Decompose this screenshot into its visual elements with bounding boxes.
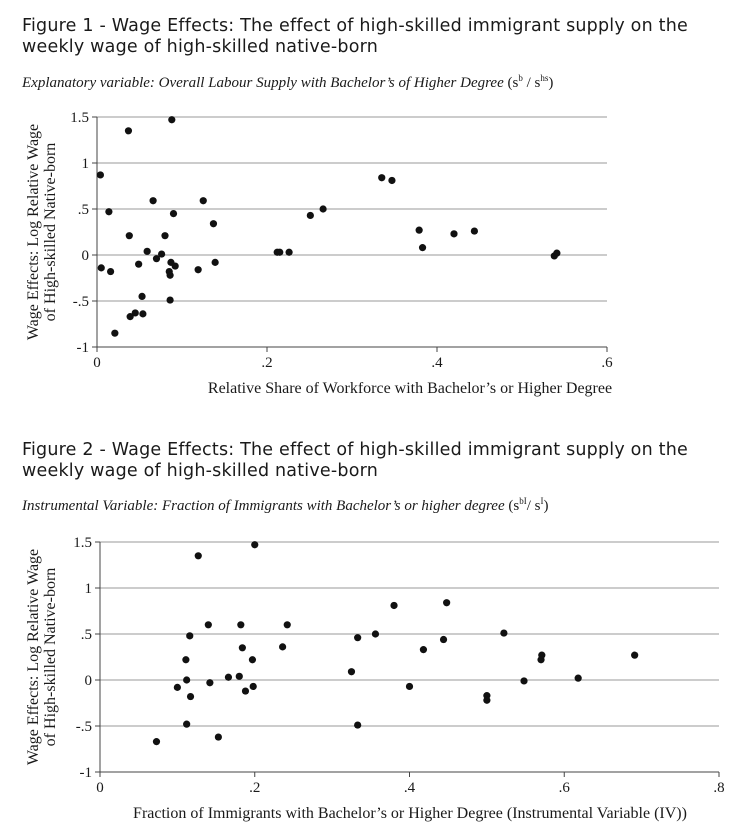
chart1-data-point [161, 232, 168, 239]
chart1-data-point [107, 268, 114, 275]
chart2-data-point [236, 673, 243, 680]
chart1-data-point [158, 250, 165, 257]
chart2-data-point [284, 621, 291, 628]
chart2-data-point [520, 677, 527, 684]
chart2-data-point [420, 646, 427, 653]
chart1-data-point [172, 262, 179, 269]
chart1-data-point [450, 230, 457, 237]
chart2-data-point [348, 668, 355, 675]
chart1-data-point [416, 227, 423, 234]
chart2-data-point [205, 621, 212, 628]
chart1-data-point [167, 272, 174, 279]
chart2-data-point [631, 652, 638, 659]
chart2-data-point [406, 683, 413, 690]
chart2-x-axis-label: Fraction of Immigrants with Bachelor’s or Higher Degree (Instrumental Variable (IV)) [133, 805, 687, 822]
chart2-data-point [174, 684, 181, 691]
chart2-data-point [183, 676, 190, 683]
chart1-y-axis-label-line1: Wage Effects: Log Relative Wage [25, 123, 42, 341]
chart1-data-point [135, 261, 142, 268]
chart1-x-tick-label: .2 [261, 355, 273, 371]
chart1-data-point [97, 171, 104, 178]
chart2-data-point [153, 738, 160, 745]
chart1-data-point [111, 330, 118, 337]
chart2-data-point [440, 636, 447, 643]
chart2-data-point [187, 693, 194, 700]
chart2-x-tick-label: .8 [713, 780, 725, 796]
chart1-data-point [98, 264, 105, 271]
chart1-y-tick-label: -1 [76, 340, 89, 356]
chart1-x-tick-label: 0 [93, 355, 101, 371]
chart2-data-point [249, 656, 256, 663]
chart2-data-point [251, 541, 258, 548]
chart1-data-point [320, 205, 327, 212]
chart2-data-point [242, 687, 249, 694]
chart1-data-point [167, 296, 174, 303]
chart2-data-point [239, 644, 246, 651]
chart1-data-point [144, 248, 151, 255]
chart1-data-point [307, 212, 314, 219]
chart1-data-point [378, 174, 385, 181]
figure2-scatter-chart [0, 420, 749, 839]
chart1-data-point [419, 244, 426, 251]
chart1-x-tick-label: .6 [601, 355, 613, 371]
chart2-y-axis-label-line1: Wage Effects: Log Relative Wage [25, 548, 42, 766]
chart2-data-point [279, 643, 286, 650]
chart2-data-point [354, 721, 361, 728]
chart1-data-point [126, 232, 133, 239]
chart2-data-point [500, 629, 507, 636]
chart1-data-point [150, 197, 157, 204]
chart1-data-point [286, 249, 293, 256]
chart2-y-tick-label: -1 [79, 765, 92, 781]
chart1-data-point [139, 310, 146, 317]
chart2-y-tick-label: 0 [84, 673, 92, 689]
chart1-data-point [388, 177, 395, 184]
figure2-subtitle-formula: ($s^{bI}/$ $s^I$) [508, 496, 549, 514]
chart1-data-point [132, 309, 139, 316]
chart2-data-point [390, 602, 397, 609]
chart2-data-point [183, 721, 190, 728]
chart2-data-point [250, 683, 257, 690]
chart1-data-point [170, 210, 177, 217]
chart2-x-tick-label: .2 [249, 780, 261, 796]
chart2-data-point [443, 599, 450, 606]
chart2-x-tick-label: .6 [558, 780, 570, 796]
figure1-title: Figure 1 - Wage Effects: The effect of high-skilled immigrant supply on the weekly wage of high-skilled native-born [22, 16, 688, 57]
chart1-data-point [212, 259, 219, 266]
chart1-x-axis-label: Relative Share of Workforce with Bachelor’s or Higher Degree [207, 380, 613, 397]
chart1-y-tick-label: -.5 [72, 294, 89, 310]
chart1-x-tick-label: .4 [431, 355, 443, 371]
chart2-data-point [186, 632, 193, 639]
chart1-data-point [553, 250, 560, 257]
chart2-y-tick-label: .5 [80, 627, 92, 643]
chart1-data-point [210, 220, 217, 227]
chart2-data-point [182, 656, 189, 663]
chart1-y-tick-label: 0 [81, 248, 89, 264]
chart1-data-point [195, 266, 202, 273]
chart1-data-point [138, 293, 145, 300]
chart2-data-point [354, 634, 361, 641]
chart1-y-tick-label: .5 [77, 202, 89, 218]
chart2-data-point [237, 621, 244, 628]
chart2-y-tick-label: 1.5 [73, 535, 92, 551]
figure2-title: Figure 2 - Wage Effects: The effect of high-skilled immigrant supply on the weekly wage of high-skilled native-born [22, 440, 688, 481]
chart2-data-point [215, 733, 222, 740]
chart2-data-point [225, 674, 232, 681]
chart1-data-point [276, 249, 283, 256]
chart2-y-tick-label: -.5 [75, 719, 92, 735]
chart2-x-tick-label: 0 [96, 780, 104, 796]
figure1-subtitle-label: Explanatory variable: Overall Labour Supply with Bachelor’s of Higher Degree [22, 75, 504, 91]
chart2-x-tick-label: .4 [403, 780, 416, 796]
chart1-data-point [168, 116, 175, 123]
chart1-y-axis-label-line2: of High-skilled Native-born [42, 142, 59, 322]
chart2-y-axis-label-line2: of High-skilled Native-born [42, 567, 59, 747]
chart1-data-point [105, 208, 112, 215]
chart2-data-point [195, 552, 202, 559]
chart2-data-point [206, 679, 213, 686]
chart2-data-point [538, 652, 545, 659]
chart1-y-tick-label: 1.5 [70, 110, 89, 126]
chart1-y-tick-label: 1 [81, 156, 89, 172]
chart2-data-point [483, 697, 490, 704]
chart1-data-point [200, 197, 207, 204]
chart1-data-point [125, 127, 132, 134]
figure2-subtitle-label: Instrumental Variable: Fraction of Immigrants with Bachelor’s or higher degree [22, 498, 505, 514]
figure1-subtitle-formula: $(s^b / s^{hs})$ [507, 73, 554, 91]
chart2-data-point [372, 630, 379, 637]
chart2-y-tick-label: 1 [84, 581, 92, 597]
chart1-data-point [471, 227, 478, 234]
chart2-data-point [575, 675, 582, 682]
